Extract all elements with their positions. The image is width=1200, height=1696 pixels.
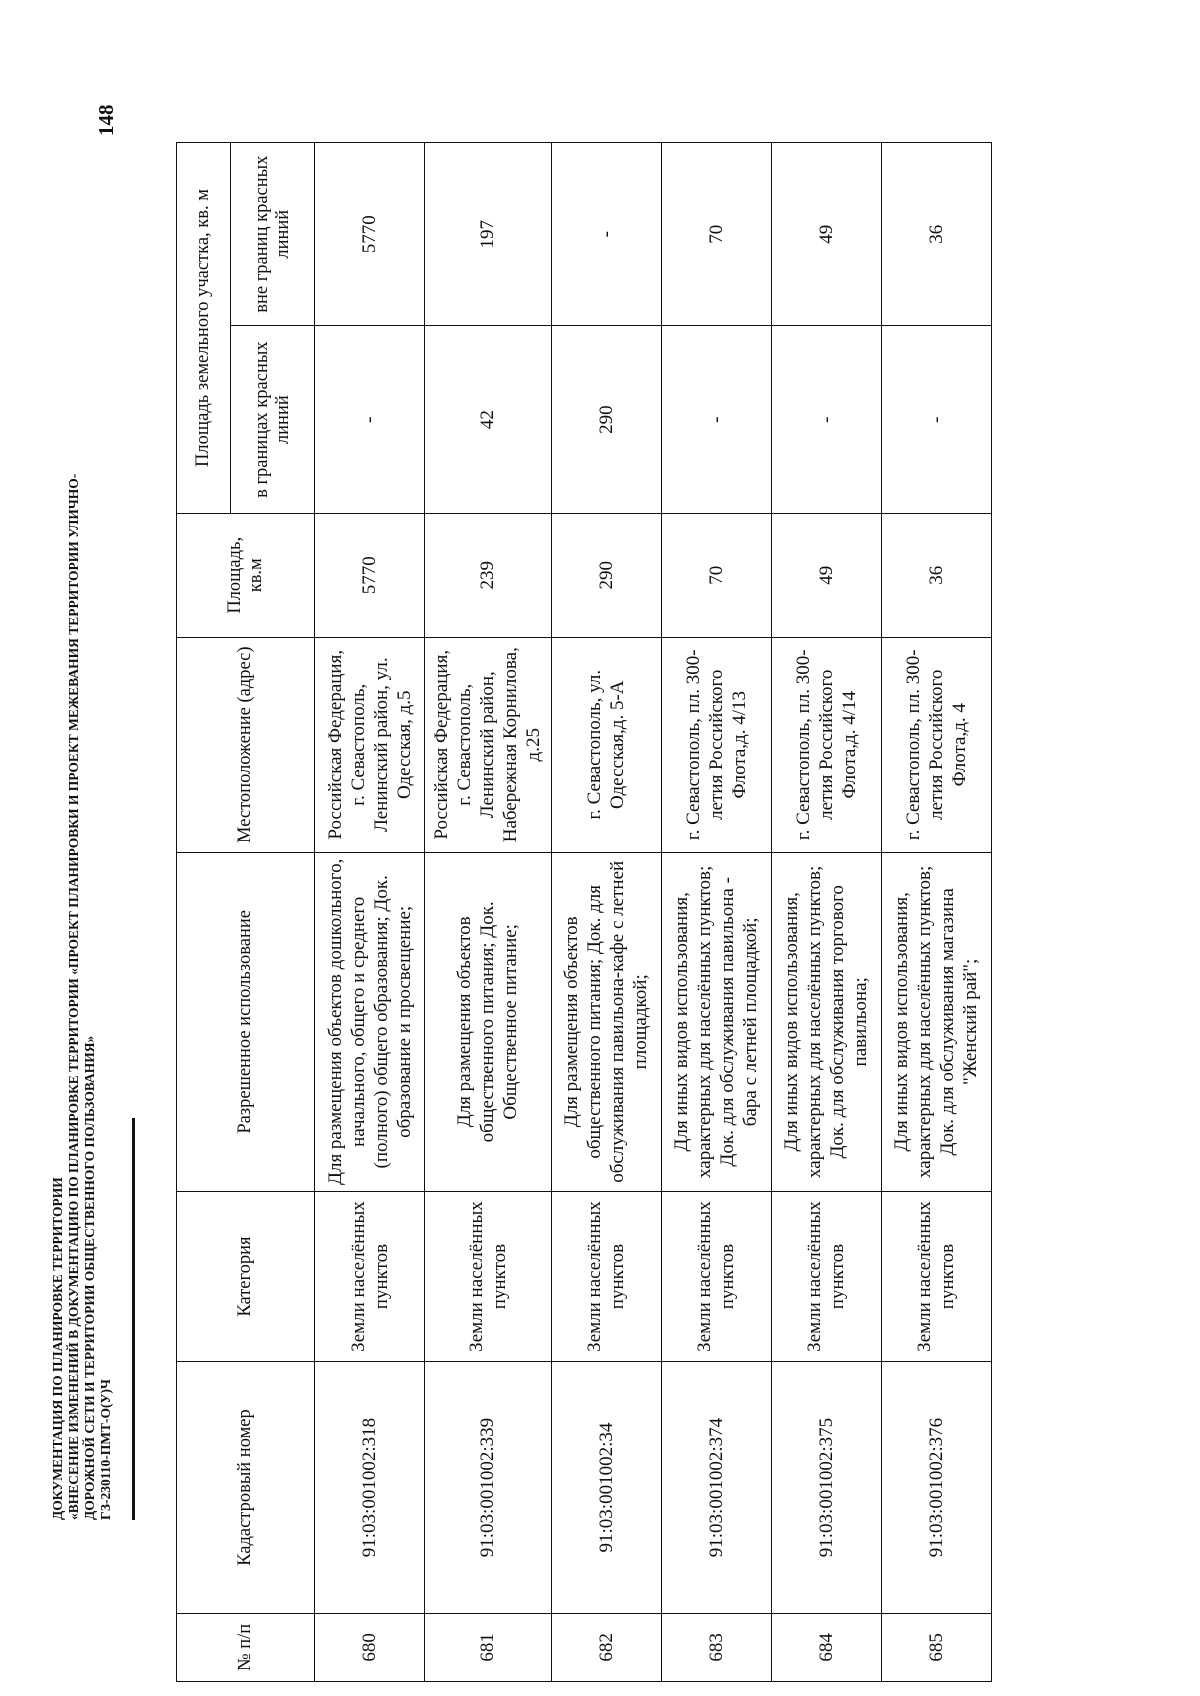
cell-cadastral: 91:03:001002:34 [551,1362,661,1614]
header-line: ДОРОЖНОЙ СЕТИ И ТЕРРИТОРИИ ОБЩЕСТВЕННОГО ПОЛЬЗОВАНИЯ» [82,1035,97,1520]
cell-use: Для иных видов использования, характерных для населённых пунктов; Док. для обслуживания торгового павильона; [771,852,881,1191]
cell-area: 290 [551,513,661,637]
table-body [315,143,992,1682]
cell-area: 70 [661,513,771,637]
cell-cadastral: 91:03:001002:374 [661,1362,771,1614]
header-use: Разрешенное использование [177,852,315,1191]
cell-area: 49 [771,513,881,637]
table-row [661,143,771,1682]
table-row [771,143,881,1682]
cell-in-red-lines: - [661,326,771,514]
cell-cadastral: 91:03:001002:339 [425,1362,552,1614]
cell-in-red-lines: - [771,326,881,514]
header-out-red-lines: вне границ красных линий [231,143,315,326]
header-line: ДОКУМЕНТАЦИЯ ПО ПЛАНИРОВКЕ ТЕРРИТОРИИ [50,1177,65,1520]
cell-num: 681 [425,1613,552,1681]
cell-out-red-lines: 70 [661,143,771,326]
table-row [881,143,991,1682]
cell-num: 680 [315,1613,425,1681]
cell-address: Российская Федерация, г. Севастополь, Ленинский район, ул. Одесская, д.5 [315,637,425,852]
cell-use: Для размещения объектов дошкольного, начального, общего и среднего (полного) общего образования; Док. образование и просвещение; [315,852,425,1191]
cell-category: Земли населённых пунктов [771,1191,881,1362]
table-row [551,143,661,1682]
cell-use: Для иных видов использования, характерных для населённых пунктов; Док. для обслуживания магазина "Женский рай"; [881,852,991,1191]
cell-in-red-lines: 42 [425,326,552,514]
page-number: 148 [94,104,118,136]
cell-num: 682 [551,1613,661,1681]
cell-address: г. Севастополь, пл. 300-летия Российского Флота,д. 4/13 [661,637,771,852]
table-header [177,143,315,1682]
cell-category: Земли населённых пунктов [881,1191,991,1362]
header-num: № п/п [177,1613,315,1681]
header-line: «ВНЕСЕНИЕ ИЗМЕНЕНИЙ В ДОКУМЕНТАЦИЮ ПО ПЛАНИРОВКЕ ТЕРРИТОРИИ «ПРОЕКТ ПЛАНИРОВКИ И ПРОЕКТ МЕЖЕВАНИЯ ТЕРРИТОРИИ УЛИЧНО- [66,473,81,1520]
cell-use: Для иных видов использования, характерных для населённых пунктов; Док. для обслуживания павильона - бара с летней площадкой; [661,852,771,1191]
cell-out-red-lines: 36 [881,143,991,326]
cell-num: 685 [881,1613,991,1681]
table-row [315,143,425,1682]
cell-out-red-lines: 5770 [315,143,425,326]
cell-out-red-lines: - [551,143,661,326]
cell-cadastral: 91:03:001002:318 [315,1362,425,1614]
header-in-red-lines: в границах красных линий [231,326,315,514]
cell-num: 684 [771,1613,881,1681]
cell-area: 5770 [315,513,425,637]
cell-out-red-lines: 49 [771,143,881,326]
cell-category: Земли населённых пунктов [661,1191,771,1362]
cell-use: Для размещения объектов общественного питания; Док. Общественное питание; [425,852,552,1191]
cell-address: г. Севастополь, пл. 300-летия Российского Флота,д. 4/14 [771,637,881,852]
land-plots-table [176,142,992,1682]
cell-cadastral: 91:03:001002:375 [771,1362,881,1614]
cell-out-red-lines: 197 [425,143,552,326]
cell-use: Для размещения объектов общественного питания; Док. для обслуживания павильона-кафе с летней площадкой; [551,852,661,1191]
cell-cadastral: 91:03:001002:376 [881,1362,991,1614]
header-category: Категория [177,1191,315,1362]
document-header [50,473,114,1520]
header-area-group: Площадь земельного участка, кв. м [177,143,231,514]
header-address: Местоположение (адрес) [177,637,315,852]
cell-category: Земли населённых пунктов [551,1191,661,1362]
cell-address: г. Севастополь, пл. 300-летия Российского Флота,д. 4 [881,637,991,852]
cell-address: г. Севастополь, ул. Одесская,д. 5-А [551,637,661,852]
header-rule [132,1118,135,1520]
cell-category: Земли населённых пунктов [315,1191,425,1362]
header-area: Площадь, кв.м [177,513,315,637]
cell-in-red-lines: 290 [551,326,661,514]
cell-area: 36 [881,513,991,637]
cell-address: Российская Федерация, г. Севастополь, Ленинский район, Набережная Корнилова, д.25 [425,637,552,852]
cell-in-red-lines: - [315,326,425,514]
header-line: ГЗ-230110-ПМТ-О(У)Ч [98,1379,113,1520]
cell-area: 239 [425,513,552,637]
cell-num: 683 [661,1613,771,1681]
table-row [425,143,552,1682]
cell-in-red-lines: - [881,326,991,514]
header-cadastral: Кадастровый номер [177,1362,315,1614]
cell-category: Земли населённых пунктов [425,1191,552,1362]
